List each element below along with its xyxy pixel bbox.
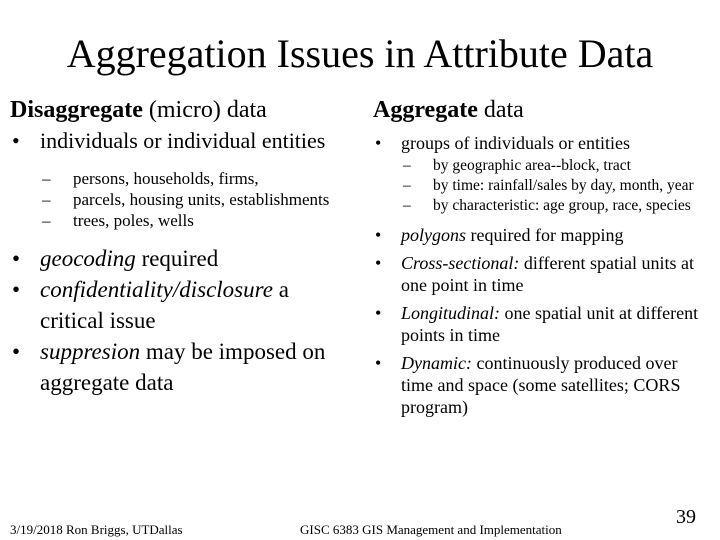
list-item (10, 243, 355, 274)
bullet-italic: confidentiality/disclosure (40, 277, 273, 302)
sub-list-item (373, 176, 713, 196)
bullet-italic: geocoding (40, 246, 136, 271)
sub-bullet-text: persons, households, firms, (73, 169, 259, 188)
sub-bullet-text: by time: rainfall/sales by day, month, year (433, 177, 694, 194)
disaggregate-heading-bold: Disaggregate (10, 97, 143, 123)
bullet-italic: Cross-sectional: (401, 253, 520, 273)
bullet-text: groups of individuals or entities (401, 133, 630, 153)
aggregate-heading-bold: Aggregate (373, 97, 478, 123)
bullet-text: may be imposed on aggregate data (40, 339, 326, 395)
list-item (373, 132, 713, 154)
sub-bullet-text: by characteristic: age group, race, species (433, 197, 691, 214)
bullet-text: required (135, 246, 219, 271)
bullet-text: individuals or individual entities (40, 128, 326, 153)
aggregate-heading (373, 96, 713, 124)
aggregate-heading-rest: data (477, 97, 524, 123)
bullet-text: a critical issue (40, 277, 289, 333)
sub-list-item (10, 168, 355, 189)
aggregate-sublist (373, 156, 713, 216)
bullet-text: required for mapping (466, 225, 624, 245)
disaggregate-list (10, 128, 355, 154)
sub-list-item (10, 189, 355, 210)
list-item (373, 352, 713, 418)
bullet-text: one spatial unit at different points in time (401, 303, 699, 345)
bullet-italic: polygons (401, 225, 466, 245)
bullet-text: different spatial units at one point in time (401, 253, 694, 295)
sub-list-item (373, 196, 713, 216)
footer-date-author: 3/19/2018 Ron Briggs, UTDallas (10, 522, 183, 537)
bullet-italic: Dynamic: (401, 353, 472, 373)
disaggregate-column (10, 96, 355, 398)
page-number: 39 (676, 506, 696, 528)
disaggregate-sublist (10, 168, 355, 231)
footer-course: GISC 6383 GIS Management and Implementation (300, 522, 562, 537)
list-item (373, 302, 713, 346)
disaggregate-list-2 (10, 243, 355, 398)
disaggregate-heading-rest: (micro) data (142, 97, 267, 123)
bullet-text: continuously produced over time and space (some satellites; CORS program) (401, 353, 681, 417)
slide-title: Aggregation Issues in Attribute Data (66, 31, 654, 76)
list-item (373, 224, 713, 246)
sub-bullet-text: trees, poles, wells (73, 211, 194, 230)
list-item (373, 252, 713, 296)
bullet-italic: suppresion (40, 339, 141, 364)
disaggregate-heading (10, 96, 355, 124)
sub-bullet-text: by geographic area--block, tract (433, 157, 631, 174)
bullet-italic: Longitudinal: (401, 303, 501, 323)
aggregate-list (373, 132, 713, 154)
sub-list-item (373, 156, 713, 176)
list-item (10, 128, 355, 154)
aggregate-list-2 (373, 224, 713, 418)
list-item (10, 274, 355, 336)
aggregate-column (373, 96, 713, 418)
list-item (10, 336, 355, 398)
sub-bullet-text: parcels, housing units, establishments (73, 190, 330, 209)
sub-list-item (10, 210, 355, 231)
